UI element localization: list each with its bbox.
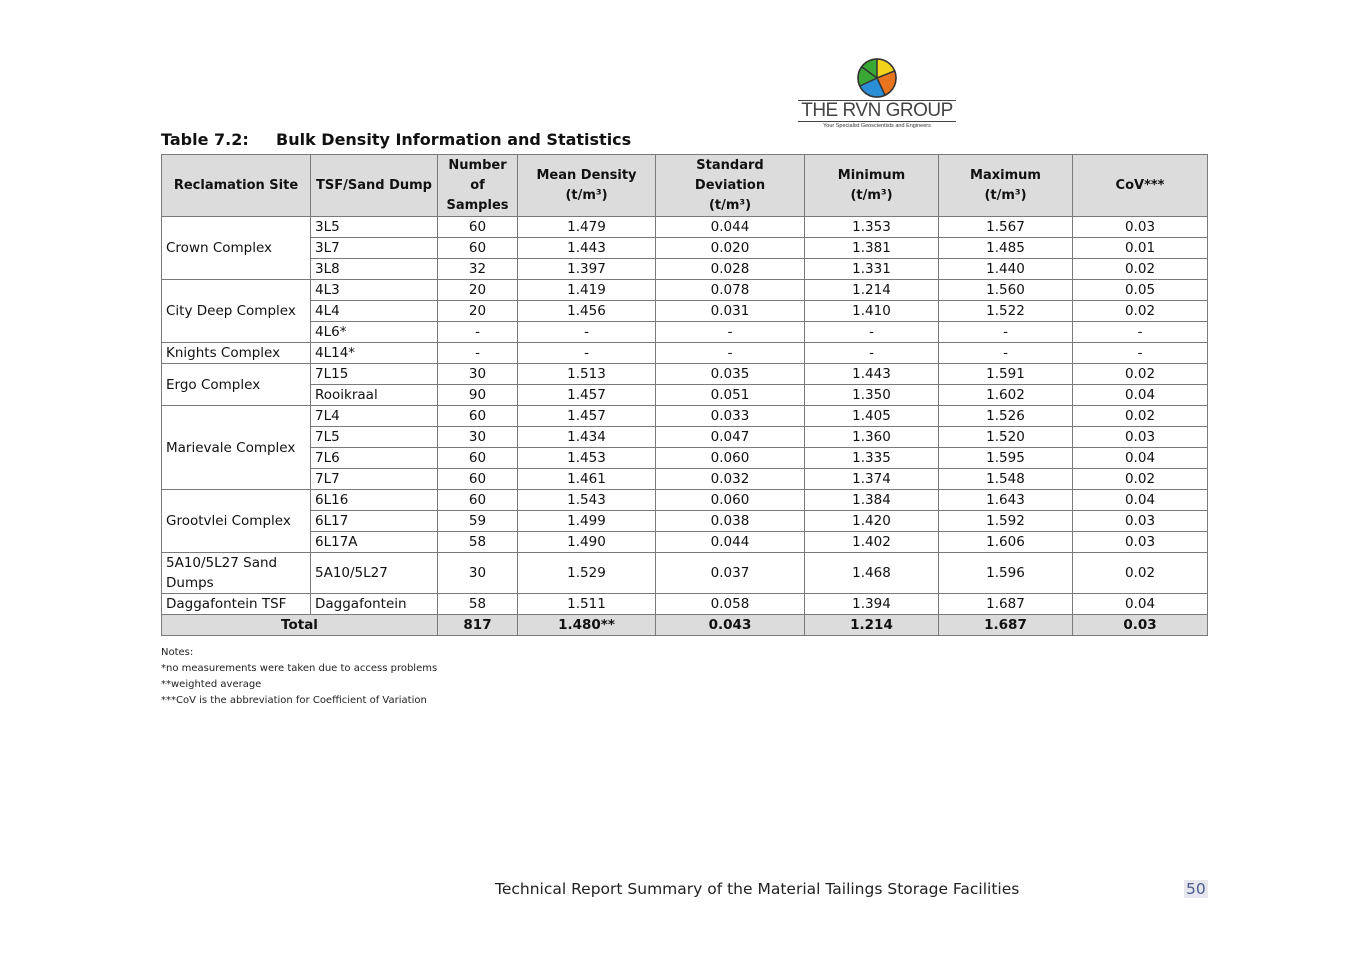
value-cell: -	[656, 343, 805, 364]
table-row	[162, 511, 1208, 532]
table-row	[162, 364, 1208, 385]
value-cell: 1.513	[518, 364, 656, 385]
value-cell: 1.384	[805, 490, 939, 511]
value-cell: 1.490	[518, 532, 656, 553]
note-item: ***CoV is the abbreviation for Coefficient of Variation	[161, 695, 427, 706]
value-cell: 30	[438, 553, 518, 594]
value-cell: 1.353	[805, 217, 939, 238]
value-cell: 0.02	[1073, 553, 1208, 594]
value-cell: 60	[438, 490, 518, 511]
value-cell: 1.485	[939, 238, 1073, 259]
value-cell: 1.499	[518, 511, 656, 532]
value-cell: 1.687	[939, 594, 1073, 615]
table-row	[162, 259, 1208, 280]
total-label: Total	[162, 615, 438, 636]
value-cell: 0.051	[656, 385, 805, 406]
value-cell: 0.035	[656, 364, 805, 385]
page-number: 50	[1186, 880, 1206, 898]
value-cell: 60	[438, 448, 518, 469]
logo-tagline: Your Specialist Geoscientists and Engineers	[823, 123, 931, 129]
value-cell: 0.020	[656, 238, 805, 259]
value-cell: 1.456	[518, 301, 656, 322]
value-cell: 58	[438, 532, 518, 553]
value-cell: 0.078	[656, 280, 805, 301]
dump-cell: Rooikraal	[311, 385, 438, 406]
value-cell: 59	[438, 511, 518, 532]
value-cell: 1.592	[939, 511, 1073, 532]
total-value: 1.214	[805, 615, 939, 636]
dump-cell: Daggafontein	[311, 594, 438, 615]
value-cell: 1.419	[518, 280, 656, 301]
value-cell: 1.595	[939, 448, 1073, 469]
table-row	[162, 406, 1208, 427]
value-cell: 0.037	[656, 553, 805, 594]
dump-cell: 3L8	[311, 259, 438, 280]
logo-name: THE RVN GROUP	[798, 100, 956, 122]
table-row	[162, 469, 1208, 490]
header-sd: Standard Deviation (t/m³)	[656, 155, 805, 217]
value-cell: 1.374	[805, 469, 939, 490]
value-cell: 1.567	[939, 217, 1073, 238]
value-cell: 0.03	[1073, 511, 1208, 532]
total-value: 817	[438, 615, 518, 636]
value-cell: 0.04	[1073, 385, 1208, 406]
table-row	[162, 490, 1208, 511]
value-cell: 0.044	[656, 532, 805, 553]
value-cell: 0.033	[656, 406, 805, 427]
value-cell: 0.03	[1073, 532, 1208, 553]
total-value: 1.480**	[518, 615, 656, 636]
value-cell: 1.331	[805, 259, 939, 280]
value-cell: 1.397	[518, 259, 656, 280]
value-cell: -	[438, 343, 518, 364]
value-cell: 1.394	[805, 594, 939, 615]
value-cell: 1.381	[805, 238, 939, 259]
value-cell: 0.028	[656, 259, 805, 280]
dump-cell: 7L6	[311, 448, 438, 469]
dump-cell: 4L6*	[311, 322, 438, 343]
reclamation-site-cell: Marievale Complex	[162, 406, 311, 490]
value-cell: 1.410	[805, 301, 939, 322]
value-cell: 1.443	[518, 238, 656, 259]
value-cell: 1.520	[939, 427, 1073, 448]
table-notes	[161, 645, 437, 709]
value-cell: 0.032	[656, 469, 805, 490]
value-cell: 1.548	[939, 469, 1073, 490]
dump-cell: 7L15	[311, 364, 438, 385]
value-cell: 32	[438, 259, 518, 280]
company-logo	[798, 58, 956, 132]
value-cell: 1.468	[805, 553, 939, 594]
value-cell: 0.01	[1073, 238, 1208, 259]
value-cell: 58	[438, 594, 518, 615]
header-mean: Mean Density (t/m³)	[518, 155, 656, 217]
value-cell: 60	[438, 217, 518, 238]
dump-cell: 4L3	[311, 280, 438, 301]
value-cell: -	[518, 343, 656, 364]
value-cell: -	[518, 322, 656, 343]
value-cell: 0.060	[656, 490, 805, 511]
value-cell: 1.461	[518, 469, 656, 490]
value-cell: 0.038	[656, 511, 805, 532]
value-cell: 30	[438, 364, 518, 385]
header-samples: Number of Samples	[438, 155, 518, 217]
total-value: 1.687	[939, 615, 1073, 636]
table-row	[162, 427, 1208, 448]
table-number: Table 7.2:	[161, 130, 249, 149]
table-title: Bulk Density Information and Statistics	[276, 130, 632, 149]
table-row	[162, 280, 1208, 301]
value-cell: -	[939, 343, 1073, 364]
header-row	[162, 155, 1208, 217]
value-cell: 1.214	[805, 280, 939, 301]
value-cell: 0.04	[1073, 448, 1208, 469]
value-cell: 0.02	[1073, 469, 1208, 490]
value-cell: 20	[438, 301, 518, 322]
value-cell: 1.560	[939, 280, 1073, 301]
note-item: **weighted average	[161, 679, 262, 690]
table-row	[162, 532, 1208, 553]
value-cell: 1.643	[939, 490, 1073, 511]
value-cell: 1.511	[518, 594, 656, 615]
table-row	[162, 553, 1208, 594]
value-cell: -	[939, 322, 1073, 343]
value-cell: 1.453	[518, 448, 656, 469]
value-cell: 1.526	[939, 406, 1073, 427]
notes-heading: Notes:	[161, 647, 194, 658]
table-row	[162, 385, 1208, 406]
value-cell: -	[656, 322, 805, 343]
value-cell: 1.529	[518, 553, 656, 594]
table-caption	[161, 130, 631, 150]
reclamation-site-cell: City Deep Complex	[162, 280, 311, 343]
bulk-density-table	[161, 154, 1208, 636]
value-cell: 30	[438, 427, 518, 448]
value-cell: 60	[438, 469, 518, 490]
value-cell: 1.457	[518, 406, 656, 427]
logo-wheel-icon	[857, 58, 897, 98]
table-row	[162, 217, 1208, 238]
value-cell: 0.03	[1073, 217, 1208, 238]
value-cell: -	[438, 322, 518, 343]
dump-cell: 6L17	[311, 511, 438, 532]
dump-cell: 6L16	[311, 490, 438, 511]
total-value: 0.03	[1073, 615, 1208, 636]
reclamation-site-cell: 5A10/5L27 Sand Dumps	[162, 553, 311, 594]
value-cell: 0.05	[1073, 280, 1208, 301]
reclamation-site-cell: Daggafontein TSF	[162, 594, 311, 615]
value-cell: 0.047	[656, 427, 805, 448]
header-min: Minimum (t/m³)	[805, 155, 939, 217]
dump-cell: 4L4	[311, 301, 438, 322]
value-cell: 0.02	[1073, 301, 1208, 322]
value-cell: 1.606	[939, 532, 1073, 553]
table-row	[162, 238, 1208, 259]
table-row	[162, 301, 1208, 322]
dump-cell: 7L4	[311, 406, 438, 427]
value-cell: 0.058	[656, 594, 805, 615]
value-cell: 0.060	[656, 448, 805, 469]
total-value: 0.043	[656, 615, 805, 636]
value-cell: 1.402	[805, 532, 939, 553]
dump-cell: 4L14*	[311, 343, 438, 364]
value-cell: 0.04	[1073, 594, 1208, 615]
dump-cell: 7L7	[311, 469, 438, 490]
value-cell: 1.405	[805, 406, 939, 427]
dump-cell: 5A10/5L27	[311, 553, 438, 594]
value-cell: 0.02	[1073, 406, 1208, 427]
value-cell: 1.443	[805, 364, 939, 385]
value-cell: 60	[438, 238, 518, 259]
value-cell: -	[805, 343, 939, 364]
value-cell: 1.434	[518, 427, 656, 448]
dump-cell: 6L17A	[311, 532, 438, 553]
reclamation-site-cell: Crown Complex	[162, 217, 311, 280]
value-cell: 1.522	[939, 301, 1073, 322]
value-cell: 0.02	[1073, 259, 1208, 280]
value-cell: 60	[438, 406, 518, 427]
value-cell: 0.03	[1073, 427, 1208, 448]
value-cell: -	[1073, 322, 1208, 343]
value-cell: 0.031	[656, 301, 805, 322]
header-cov: CoV***	[1073, 155, 1208, 217]
value-cell: 20	[438, 280, 518, 301]
header-site: Reclamation Site	[162, 155, 311, 217]
value-cell: 1.543	[518, 490, 656, 511]
dump-cell: 7L5	[311, 427, 438, 448]
reclamation-site-cell: Grootvlei Complex	[162, 490, 311, 553]
total-row	[162, 615, 1208, 636]
table-row	[162, 448, 1208, 469]
header-max: Maximum (t/m³)	[939, 155, 1073, 217]
value-cell: 1.350	[805, 385, 939, 406]
value-cell: -	[805, 322, 939, 343]
value-cell: 0.02	[1073, 364, 1208, 385]
value-cell: 1.457	[518, 385, 656, 406]
header-dump: TSF/Sand Dump	[311, 155, 438, 217]
table-row	[162, 322, 1208, 343]
reclamation-site-cell: Knights Complex	[162, 343, 311, 364]
value-cell: 1.420	[805, 511, 939, 532]
dump-cell: 3L5	[311, 217, 438, 238]
value-cell: 0.044	[656, 217, 805, 238]
value-cell: 90	[438, 385, 518, 406]
value-cell: 1.479	[518, 217, 656, 238]
value-cell: 1.602	[939, 385, 1073, 406]
value-cell: 1.591	[939, 364, 1073, 385]
value-cell: 0.04	[1073, 490, 1208, 511]
value-cell: 1.440	[939, 259, 1073, 280]
table-row	[162, 343, 1208, 364]
value-cell: 1.596	[939, 553, 1073, 594]
table-row	[162, 594, 1208, 615]
reclamation-site-cell: Ergo Complex	[162, 364, 311, 406]
value-cell: -	[1073, 343, 1208, 364]
footer-title: Technical Report Summary of the Material Tailings Storage Facilities	[495, 880, 1020, 898]
note-item: *no measurements were taken due to access problems	[161, 663, 438, 674]
dump-cell: 3L7	[311, 238, 438, 259]
value-cell: 1.335	[805, 448, 939, 469]
value-cell: 1.360	[805, 427, 939, 448]
